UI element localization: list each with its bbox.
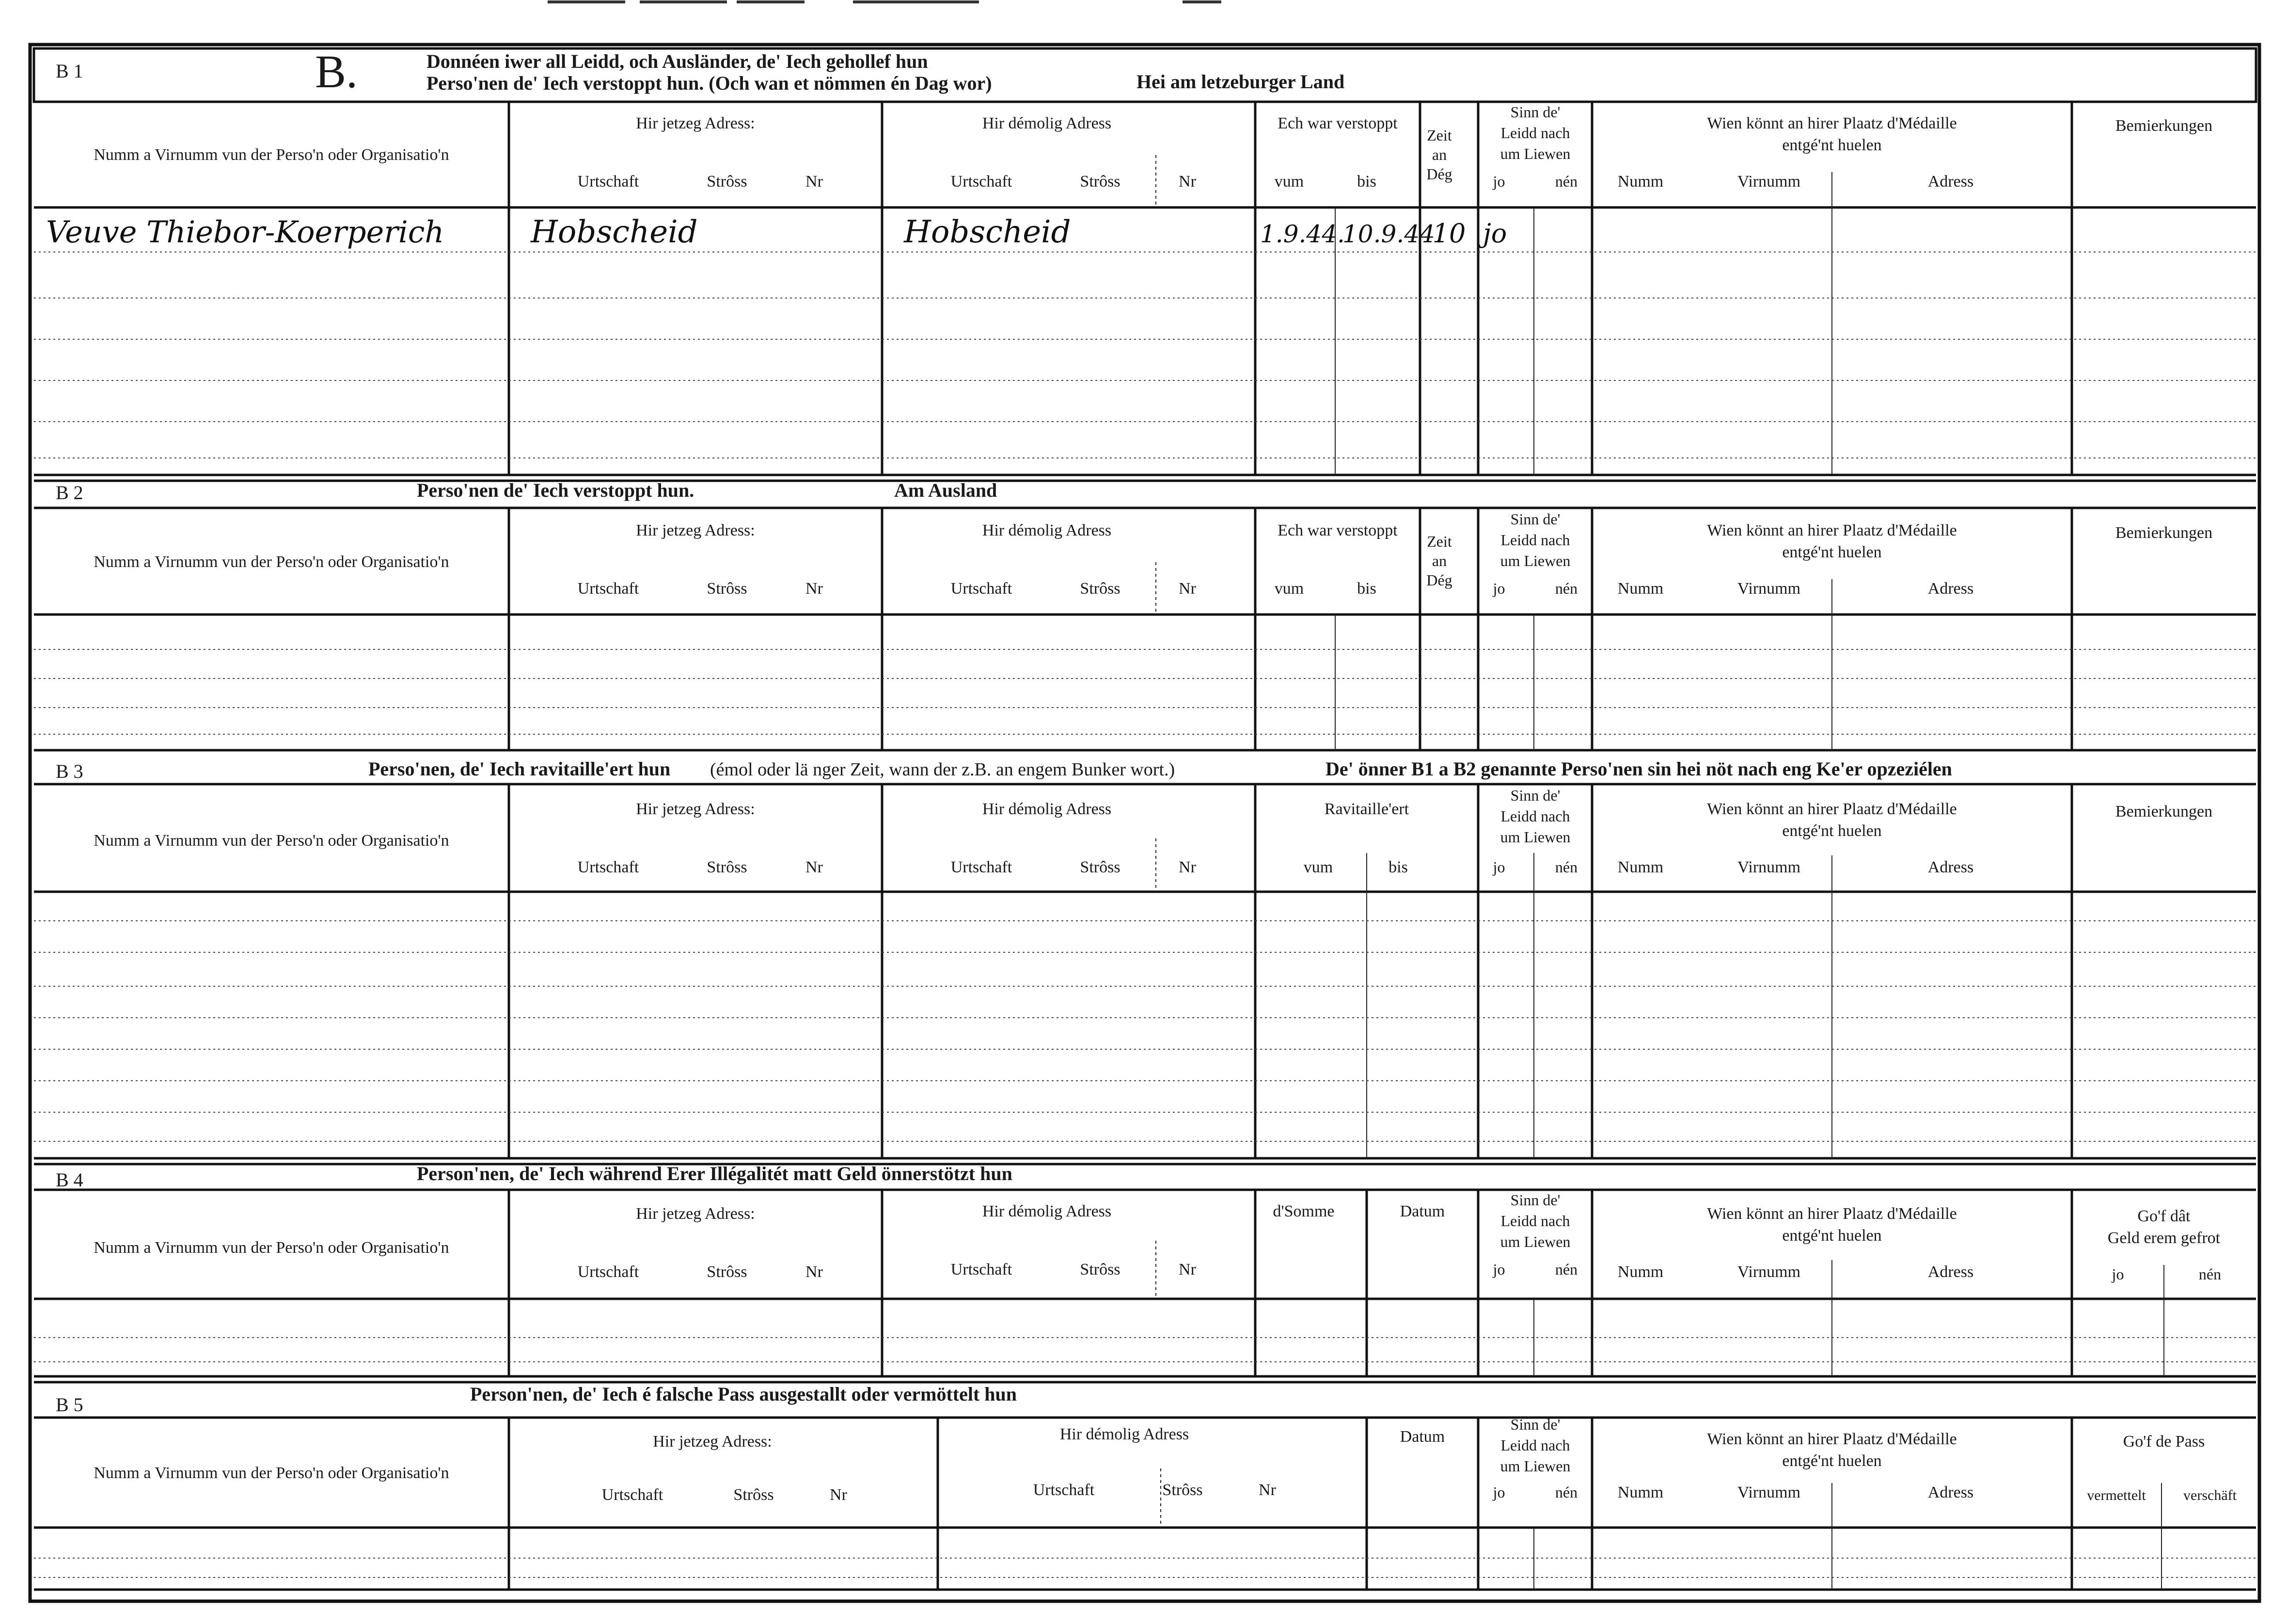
b1-letter: B.: [315, 46, 358, 97]
b2-header-former-address: Hir démolig Adress: [982, 521, 1112, 539]
b4-header-current-town: Urtschaft: [577, 1263, 639, 1281]
b4-header-address: Adress: [1927, 1263, 1974, 1281]
b2-header-remarks: Bemierkungen: [2115, 524, 2213, 542]
b4-header-medal-2: entgé'nt huelen: [1782, 1227, 1882, 1245]
b1-header-former-street: Strôss: [1080, 173, 1120, 190]
b5-header-former-address: Hir démolig Adress: [1059, 1425, 1189, 1443]
b4-row-lines: [34, 1338, 2256, 1362]
b1-header-alive-2: Leidd nach: [1500, 124, 1570, 142]
b3-header-name: Numm a Virnumm vun der Perso'n oder Organisatio'n: [94, 832, 449, 850]
b5-header-current-nr: Nr: [830, 1486, 847, 1504]
b2-header-firstname: Virnumm: [1737, 580, 1801, 598]
b1-entry-days: 10: [1432, 218, 1466, 249]
b5-header-former-nr: Nr: [1259, 1481, 1276, 1499]
b4-header-current-nr: Nr: [805, 1263, 823, 1281]
b1-header-yes: jo: [1493, 173, 1505, 190]
b1-header-address: Adress: [1927, 173, 1974, 190]
b3-header-alive-1: Sinn de': [1510, 787, 1561, 804]
b2-header-days-2: an: [1432, 552, 1447, 569]
b3-header-period: Ravitaille'ert: [1324, 800, 1409, 818]
b1-header-remarks: Bemierkungen: [2115, 117, 2213, 135]
b1-code: B 1: [56, 60, 83, 82]
b3-header-former-nr: Nr: [1179, 858, 1196, 876]
b2-header-days-3: Dég: [1426, 571, 1452, 589]
b4-code: B 4: [56, 1169, 83, 1191]
b4-header-former-nr: Nr: [1179, 1261, 1196, 1278]
b1-title-line-1: Donnéen iwer all Leidd, och Ausländer, de' Iech gehollef hun: [426, 50, 928, 72]
b4-header-no: nén: [1555, 1261, 1578, 1278]
b1-entry-name: Veuve Thiebor-Koerperich: [46, 214, 444, 250]
b1-header-former-nr: Nr: [1179, 173, 1196, 190]
b5-row-lines: [34, 1558, 2256, 1577]
b5-header-medal-2: entgé'nt huelen: [1782, 1452, 1882, 1470]
b5-header-name: Numm a Virnumm vun der Perso'n oder Organisatio'n: [94, 1464, 449, 1482]
b5-header-former-town: Urtschaft: [1033, 1481, 1095, 1499]
b1-header-medal-1: Wien könnt an hirer Plaatz d'Médaille: [1707, 114, 1957, 132]
b3-header-address: Adress: [1927, 858, 1974, 876]
b5-header-alive-2: Leidd nach: [1500, 1436, 1570, 1454]
b1-header-to: bis: [1357, 173, 1376, 190]
b2-header-current-town: Urtschaft: [577, 580, 639, 598]
b3-header-current-town: Urtschaft: [577, 858, 639, 876]
b3-title-extra: De' önner B1 a B2 genannte Perso'nen sin hei nöt nach eng Ke'er opzeziélen: [1325, 758, 1952, 780]
b3-header-to: bis: [1388, 858, 1408, 876]
b2-header-from: vum: [1274, 580, 1304, 598]
b1-header-days-1: Zeit: [1427, 126, 1452, 144]
b4-header-former-street: Strôss: [1080, 1261, 1120, 1278]
b5-header-date: Datum: [1400, 1428, 1445, 1446]
b4-header-former-town: Urtschaft: [950, 1261, 1012, 1278]
b4-header-alive-3: um Liewen: [1500, 1233, 1571, 1250]
b4-header-firstname: Virnumm: [1737, 1263, 1801, 1281]
b1-header-firstname: Virnumm: [1737, 173, 1801, 190]
b1-entry-alive: jo: [1483, 218, 1507, 249]
b5-header-procured: verschäft: [2183, 1487, 2237, 1503]
b4-header-surname: Numm: [1617, 1263, 1664, 1281]
b3-header-former-address: Hir démolig Adress: [982, 800, 1112, 818]
b3-header-medal-1: Wien könnt an hirer Plaatz d'Médaille: [1707, 800, 1957, 818]
b5-code: B 5: [56, 1394, 83, 1416]
b3-header-current-nr: Nr: [805, 858, 823, 876]
b1-subtitle: Hei am letzeburger Land: [1136, 71, 1345, 93]
b5-header-address: Adress: [1927, 1483, 1974, 1501]
b1-header-former-town: Urtschaft: [950, 173, 1012, 190]
b3-header-surname: Numm: [1617, 858, 1664, 876]
b1-header-from: vum: [1274, 173, 1304, 190]
b2-header-name: Numm a Virnumm vun der Perso'n oder Organisatio'n: [94, 553, 449, 571]
b3-header-medal-2: entgé'nt huelen: [1782, 822, 1882, 840]
b5-header-yes: jo: [1493, 1483, 1505, 1501]
b3-title-note: (émol oder lä nger Zeit, wann der z.B. an engem Bunker wort.): [710, 759, 1175, 780]
b4-header-alive-1: Sinn de': [1510, 1191, 1561, 1209]
b2-header-current-street: Strôss: [707, 580, 747, 598]
b1-header-alive-1: Sinn de': [1510, 103, 1561, 121]
b1-header-days-2: an: [1432, 146, 1447, 163]
b1-header-no: nén: [1555, 173, 1578, 190]
b5-header-surname: Numm: [1617, 1483, 1664, 1501]
b5-header-current-town: Urtschaft: [601, 1486, 663, 1504]
b2-header-no: nén: [1555, 580, 1578, 597]
b1-header-days-3: Dég: [1426, 165, 1452, 183]
section-b1: [34, 46, 2256, 475]
b4-header-alive-2: Leidd nach: [1500, 1212, 1570, 1230]
section-b3: [34, 758, 2256, 1158]
b2-header-former-nr: Nr: [1179, 580, 1196, 598]
b1-header-current-town: Urtschaft: [577, 173, 639, 190]
b4-header-medal-1: Wien könnt an hirer Plaatz d'Médaille: [1707, 1205, 1957, 1223]
b1-entry-from: 1.9.44.: [1260, 220, 1345, 248]
b1-header-current-address: Hir jetzeg Adress:: [636, 114, 755, 132]
b3-header-firstname: Virnumm: [1737, 858, 1801, 876]
section-b4: [34, 1163, 2256, 1376]
b2-header-days-1: Zeit: [1427, 533, 1452, 550]
b4-header-current-address: Hir jetzeg Adress:: [636, 1205, 755, 1223]
section-b2: [34, 479, 2256, 750]
b5-header-alive-3: um Liewen: [1500, 1457, 1571, 1475]
b5-header-current-street: Strôss: [733, 1486, 774, 1504]
b1-entry-to: 10.9.44.: [1342, 220, 1443, 248]
b5-title: Person'nen, de' Iech é falsche Pass ausgestallt oder vermöttelt hun: [470, 1383, 1017, 1405]
b3-header-no: nén: [1555, 858, 1578, 876]
b1-header-period: Ech war verstoppt: [1278, 114, 1398, 132]
b2-header-period: Ech war verstoppt: [1278, 521, 1398, 539]
b2-header-alive-2: Leidd nach: [1500, 531, 1570, 549]
b1-header-medal-2: entgé'nt huelen: [1782, 136, 1882, 154]
b3-header-current-address: Hir jetzeg Adress:: [636, 800, 755, 818]
b2-subtitle: Am Ausland: [894, 479, 997, 501]
b3-header-from: vum: [1303, 858, 1333, 876]
b3-header-yes: jo: [1493, 858, 1505, 876]
b4-header-yes: jo: [1493, 1261, 1505, 1278]
b5-header-former-street: Strôss: [1162, 1481, 1203, 1499]
b1-header-current-nr: Nr: [805, 173, 823, 190]
b5-header-firstname: Virnumm: [1737, 1483, 1801, 1501]
b4-header-name: Numm a Virnumm vun der Perso'n oder Organisatio'n: [94, 1239, 449, 1257]
b2-header-address: Adress: [1927, 580, 1974, 598]
b1-header-surname: Numm: [1617, 173, 1664, 190]
b3-header-former-street: Strôss: [1080, 858, 1120, 876]
b2-header-yes: jo: [1493, 580, 1505, 597]
b2-header-former-town: Urtschaft: [950, 580, 1012, 598]
b2-header-current-address: Hir jetzeg Adress:: [636, 521, 755, 539]
section-b5: [34, 1382, 2256, 1590]
b1-row-lines: [34, 252, 2256, 458]
b2-header-alive-1: Sinn de': [1510, 510, 1561, 528]
b1-header-former-address: Hir démolig Adress: [982, 114, 1112, 132]
b1-entry-current-town: Hobscheid: [531, 214, 698, 250]
b2-header-to: bis: [1357, 580, 1376, 598]
b2-row-lines: [34, 649, 2256, 734]
b4-header-amount: d'Somme: [1273, 1202, 1335, 1220]
b4-header-date: Datum: [1400, 1202, 1445, 1220]
b1-header-current-street: Strôss: [707, 173, 747, 190]
b5-header-issued: vermettelt: [2087, 1487, 2146, 1503]
b2-header-current-nr: Nr: [805, 580, 823, 598]
form-outer-frame: [30, 45, 2259, 1601]
b3-header-former-town: Urtschaft: [950, 858, 1012, 876]
b2-code: B 2: [56, 482, 83, 504]
b3-header-current-street: Strôss: [707, 858, 747, 876]
b3-row-lines: [34, 921, 2256, 1141]
b2-title: Perso'nen de' Iech verstoppt hun.: [417, 479, 694, 501]
b5-header-alive-1: Sinn de': [1510, 1416, 1561, 1433]
b3-code: B 3: [56, 760, 83, 782]
b1-title-line-2: Perso'nen de' Iech verstoppt hun. (Och wan et nömmen én Dag wor): [426, 72, 992, 94]
b4-header-money-no: nén: [2198, 1265, 2222, 1283]
b3-header-alive-3: um Liewen: [1500, 828, 1571, 846]
b4-header-current-street: Strôss: [707, 1263, 747, 1281]
b4-title: Person'nen, de' Iech während Erer Illégalitét matt Geld önnerstötzt hun: [417, 1163, 1012, 1184]
b3-header-alive-2: Leidd nach: [1500, 807, 1570, 825]
b4-header-money-yes: jo: [2112, 1265, 2124, 1283]
b3-title: Perso'nen, de' Iech ravitaille'ert hun: [368, 758, 671, 780]
b2-header-medal-2: entgé'nt huelen: [1782, 543, 1882, 561]
b1-header-name: Numm a Virnumm vun der Perso'n oder Organisatio'n: [94, 146, 449, 164]
b5-header-medal-1: Wien könnt an hirer Plaatz d'Médaille: [1707, 1430, 1957, 1448]
b4-header-former-address: Hir démolig Adress: [982, 1202, 1112, 1220]
b5-header-current-address: Hir jetzeg Adress:: [653, 1433, 772, 1451]
b3-header-remarks: Bemierkungen: [2115, 803, 2213, 820]
b5-header-pass: Go'f de Pass: [2123, 1433, 2205, 1451]
b1-header-alive-3: um Liewen: [1500, 145, 1571, 162]
b4-header-money-1: Go'f dât: [2137, 1207, 2191, 1225]
b5-header-no: nén: [1555, 1483, 1578, 1501]
b4-header-money-2: Geld erem gefrot: [2107, 1229, 2221, 1247]
b2-header-former-street: Strôss: [1080, 580, 1120, 598]
b2-header-surname: Numm: [1617, 580, 1664, 598]
b2-header-alive-3: um Liewen: [1500, 552, 1571, 569]
b1-entry-former-town: Hobscheid: [904, 214, 1071, 250]
b1-entry-row: [46, 214, 1507, 250]
b2-header-medal-1: Wien könnt an hirer Plaatz d'Médaille: [1707, 521, 1957, 539]
